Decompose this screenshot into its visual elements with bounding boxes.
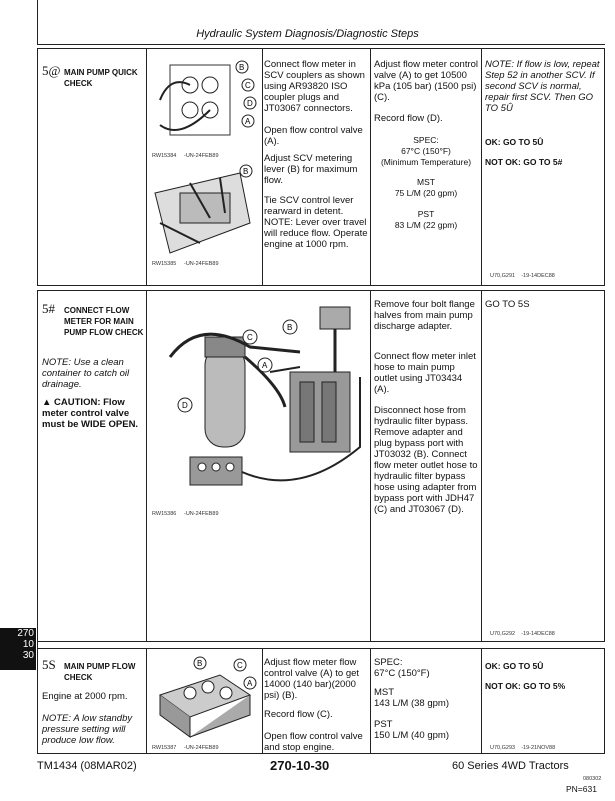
reference-code: U70,G291 -19-14DEC88 [490, 273, 555, 279]
svg-text:C: C [237, 661, 243, 670]
svg-text:B: B [239, 63, 245, 72]
pst-value: 150 L/M (40 gpm) [374, 730, 449, 741]
figure-code: RW15385 -UN-24FEB89 [152, 261, 219, 267]
svg-text:C: C [247, 333, 253, 342]
step-note: NOTE: Use a clean container to catch oil drainage. [42, 357, 130, 390]
footer-pn: PN=631 [566, 784, 597, 794]
step-number: 5# [42, 301, 55, 316]
footer-manual-id: TM1434 (08MAR02) [37, 760, 137, 772]
svg-text:B: B [197, 659, 203, 668]
figure-code: RW15384 -UN-24FEB89 [152, 153, 219, 159]
reference-code: U70,G292 -19-14DEC88 [490, 631, 555, 637]
spec-temp: 67°C (150°F) [401, 146, 451, 156]
mst-label: MST [417, 177, 435, 187]
caution-icon: ▲ [42, 397, 52, 408]
footer-date-code: 080302 [583, 776, 602, 782]
spec-temp: 67°C (150°F) [374, 668, 430, 679]
step-main-pump-quick-check [37, 48, 605, 286]
step-main-pump-flow-check [37, 648, 605, 754]
mst-label: MST [374, 687, 395, 698]
ok-goto: OK: GO TO 5Û [485, 137, 544, 147]
instruction-adjust-valve: Adjust flow meter control valve (A) to get 10500 kPa (105 bar) (1500 psi) (C). [374, 59, 479, 103]
header-rule [37, 44, 605, 45]
step-title: MAIN PUMP QUICK CHECK [64, 68, 138, 88]
svg-text:D: D [182, 401, 188, 410]
spec-label: SPEC: [413, 135, 439, 145]
footer-page-number: 270-10-30 [270, 758, 330, 773]
instruction-tie-lever: Tie SCV control lever rearward in detent. NOTE: Lever over travel will reduce flow. Operate engine at 1000 rpm. [264, 195, 368, 250]
engine-setting: Engine at 2000 rpm. [42, 691, 128, 702]
reference-code: U70,G293 -19-21NOV88 [490, 745, 556, 751]
instruction-connect: Connect flow meter in SCV couplers as shown using AR93820 ISO coupler plugs and JT03067 connectors. [264, 59, 365, 114]
spec-label: SPEC: [374, 657, 403, 668]
not-ok-goto: NOT OK: GO TO 5# [485, 157, 563, 167]
instruction-open-valve: Open flow control valve and stop engine. [264, 731, 363, 753]
step-number: 5S [42, 657, 56, 672]
step-note: NOTE: A low standby pressure setting will produce low flow. [42, 713, 133, 746]
spec-min: (Minimum Temperature) [380, 157, 472, 167]
svg-text:D: D [247, 99, 253, 108]
instruction-remove-flange: Remove four bolt flange halves from main pump discharge adapter. [374, 299, 475, 332]
svg-text:B: B [287, 323, 293, 332]
step-title: MAIN PUMP FLOW CHECK [64, 662, 136, 682]
figure-code: RW15387 -UN-24FEB89 [152, 745, 219, 751]
scv-coupler-figure [150, 55, 258, 153]
scv-lever-figure [150, 163, 258, 259]
step-number: 5@ [42, 63, 61, 78]
margin-line [37, 642, 38, 754]
footer-product: 60 Series 4WD Tractors [452, 760, 569, 772]
step-note: NOTE: If flow is low, repeat Step 52 in another SCV. If second SCV is normal, repair first SCV. Then GO TO 5Û [485, 59, 600, 114]
instruction-adjust-valve: Adjust flow meter flow control valve (A) to get 14000 (140 bar)(2000 psi) (B). [264, 657, 360, 701]
pst-label: PST [417, 209, 435, 219]
svg-text:A: A [247, 679, 253, 688]
goto-link[interactable]: GO TO 5S [485, 299, 530, 310]
instruction-record: Record flow (C). [264, 709, 333, 720]
pst-label: PST [374, 719, 393, 730]
mst-value: 143 L/M (38 gpm) [374, 698, 449, 709]
instruction-adjust-lever: Adjust SCV metering lever (B) for maximum flow. [264, 153, 358, 186]
flow-meter-figure [150, 655, 258, 743]
mst-value: 75 L/M (20 gpm) [394, 188, 458, 198]
page-header: Hydraulic System Diagnosis/Diagnostic Steps [196, 28, 419, 40]
instruction-disconnect-hose: Disconnect hose from hydraulic filter bypass. Remove adapter and plug bypass port with JT03032 (B). Connect flow meter outlet hose to hydraulic filter bypass hose using adapter from bypass port with JDH47 (C) and JT03067 (D). [374, 405, 478, 515]
svg-text:B: B [243, 167, 249, 176]
instruction-open-valve: Open flow control valve (A). [264, 125, 363, 147]
pst-value: 83 L/M (22 gpm) [394, 220, 458, 230]
instruction-connect-inlet: Connect flow meter inlet hose to main pump outlet using JT03434 (A). [374, 351, 476, 395]
svg-text:A: A [262, 361, 268, 370]
caution-text: ▲ CAUTION: Flow meter control valve must be WIDE OPEN. [42, 397, 139, 430]
svg-text:A: A [245, 117, 251, 126]
ok-goto: OK: GO TO 5Û [485, 661, 544, 671]
figure-code: RW15386 -UN-24FEB89 [152, 511, 219, 517]
instruction-record: Record flow (D). [374, 113, 443, 124]
step-connect-flow-meter [37, 290, 605, 642]
svg-text:C: C [245, 81, 251, 90]
section-tab: 270 10 30 [0, 628, 36, 670]
flow-meter-connection-figure [150, 297, 366, 511]
step-title: CONNECT FLOW METER FOR MAIN PUMP FLOW CHECK [64, 306, 144, 337]
not-ok-goto: NOT OK: GO TO 5% [485, 681, 566, 691]
